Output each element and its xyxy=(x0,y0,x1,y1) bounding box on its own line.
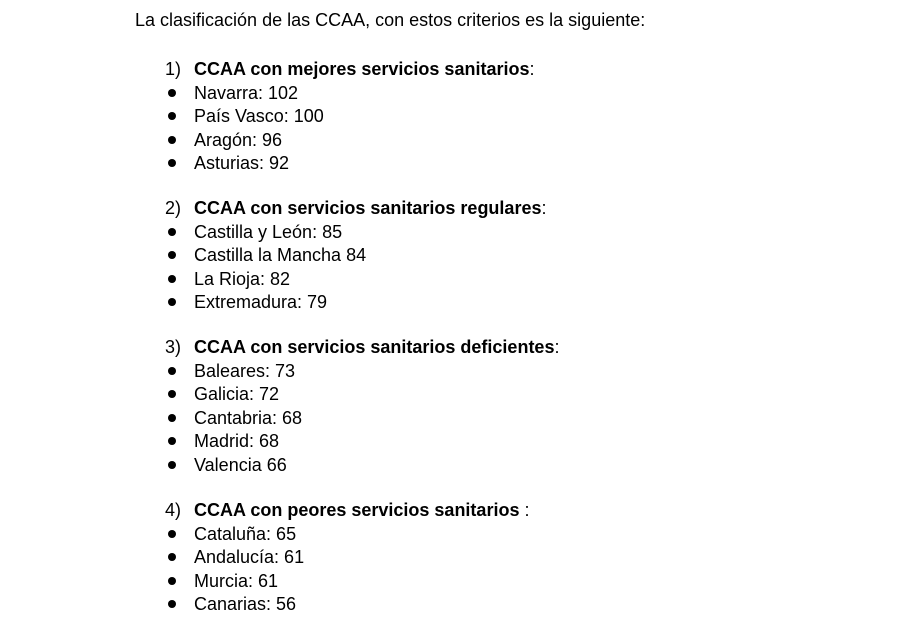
list-item-text: Galicia: 72 xyxy=(194,384,280,404)
bullet-icon xyxy=(168,414,176,422)
bullet-icon xyxy=(168,600,176,608)
bullet-icon xyxy=(168,159,176,167)
bullet-icon xyxy=(168,89,176,97)
bullet-icon xyxy=(168,530,176,538)
list-item-text: Extremadura: 79 xyxy=(194,292,328,312)
bullet-icon xyxy=(168,298,176,306)
group-title: CCAA con servicios sanitarios deficientes xyxy=(194,337,555,357)
group-heading xyxy=(165,57,534,81)
bullet-icon xyxy=(168,251,176,259)
bullet-icon xyxy=(168,367,176,375)
list-item-text: Navarra: 102 xyxy=(194,83,299,103)
list-item-text: Valencia 66 xyxy=(194,455,287,475)
list-item-text: Andalucía: 61 xyxy=(194,547,305,567)
bullet-icon xyxy=(168,112,176,120)
bullet-icon xyxy=(168,461,176,469)
bullet-icon xyxy=(168,275,176,283)
group-number: 2) xyxy=(165,198,182,218)
intro-text: La clasificación de las CCAA, con estos criterios es la siguiente: xyxy=(135,10,646,30)
group-suffix: : xyxy=(529,59,535,79)
group-suffix: : xyxy=(554,337,560,357)
bullet-icon xyxy=(168,228,176,236)
list-item-text: Madrid: 68 xyxy=(194,431,280,451)
list-item-text: Cantabria: 68 xyxy=(194,408,303,428)
list-item-text: Murcia: 61 xyxy=(194,571,279,591)
list-item-text: Castilla y León: 85 xyxy=(194,222,343,242)
group-suffix: : xyxy=(519,500,530,520)
group-heading xyxy=(165,196,546,220)
group-heading xyxy=(165,498,529,522)
bullet-icon xyxy=(168,136,176,144)
bullet-icon xyxy=(168,390,176,398)
list-item-text: Canarias: 56 xyxy=(194,594,297,614)
list-item-text: La Rioja: 82 xyxy=(194,269,291,289)
list-item-text: Aragón: 96 xyxy=(194,130,283,150)
list-item-text: País Vasco: 100 xyxy=(194,106,324,126)
group-number: 4) xyxy=(165,500,182,520)
group-title: CCAA con peores servicios sanitarios xyxy=(194,500,520,520)
group-title: CCAA con mejores servicios sanitarios xyxy=(194,59,530,79)
bullet-icon xyxy=(168,437,176,445)
group-number: 3) xyxy=(165,337,182,357)
bullet-icon xyxy=(168,577,176,585)
bullet-icon xyxy=(168,553,176,561)
list-item-text: Castilla la Mancha 84 xyxy=(194,245,367,265)
list-item-text: Cataluña: 65 xyxy=(194,524,297,544)
list-item-text: Asturias: 92 xyxy=(194,153,290,173)
group-title: CCAA con servicios sanitarios regulares xyxy=(194,198,542,218)
group-heading xyxy=(165,335,559,359)
list-item-text: Baleares: 73 xyxy=(194,361,296,381)
group-suffix: : xyxy=(541,198,547,218)
group-number: 1) xyxy=(165,59,182,79)
